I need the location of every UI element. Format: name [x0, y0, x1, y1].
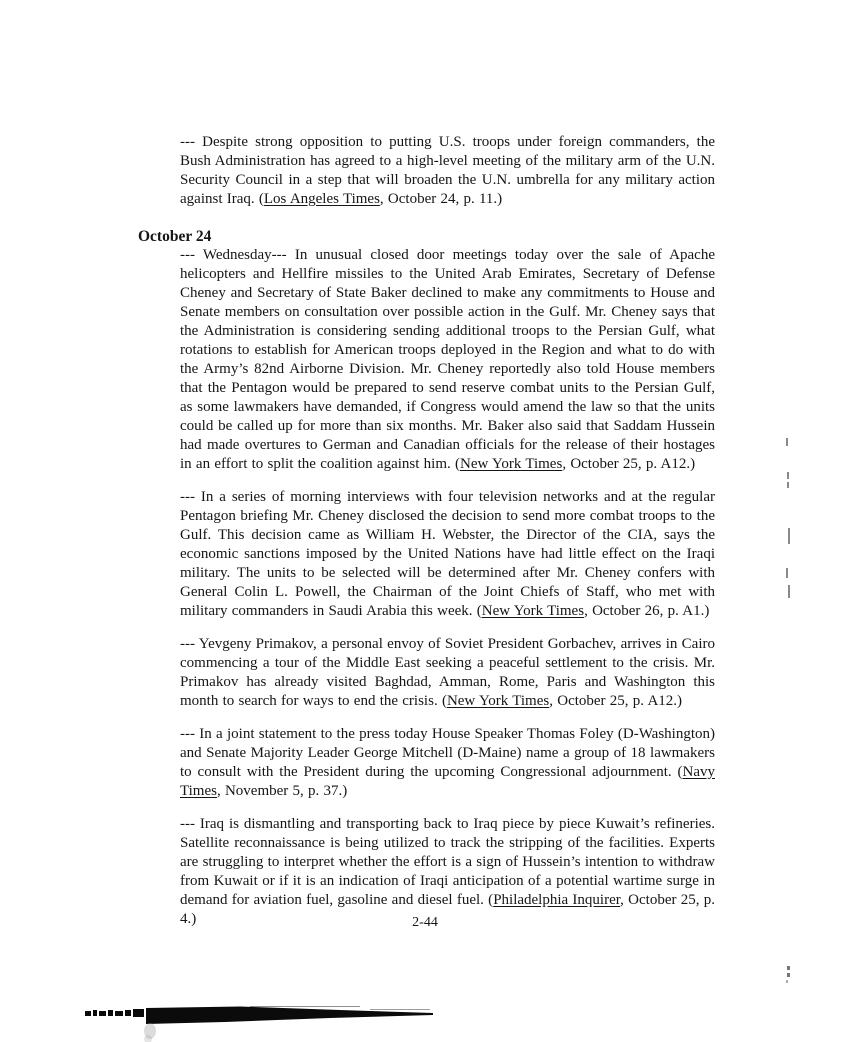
citation-tail: , October 25, p. A12.): [562, 456, 696, 472]
paragraph: [180, 246, 715, 474]
paragraph-text: --- Despite strong opposition to putting U.S. troops under foreign commanders, the Bush Administration has agreed to a high-level meeting of the military arm of the U.N. Security Council in a step that will broaden the U.N. umbrella for any military action against Iraq. (: [180, 134, 715, 207]
page-number: 2-44: [412, 915, 438, 930]
paragraph: [180, 488, 715, 621]
citation-tail: , October 25, p. A12.): [549, 693, 683, 709]
scan-artifact-mark: [788, 585, 790, 598]
scan-artifact-mark: [786, 568, 788, 578]
scan-artifact-mark: [787, 482, 789, 488]
section-heading: October 24: [138, 228, 212, 245]
scan-artifact-mark: [787, 973, 790, 977]
paragraph-text: --- In a series of morning interviews with four television networks and at the regular Pentagon briefing Mr. Cheney disclosed the decision to send more combat troops to the Gulf. This decision came as William H. Webster, the Director of the CIA, says the economic sanctions imposed by the United Nations have had little effect on the Iraqi military. The units to be selected will be determined after Mr. Cheney confers with General Colin L. Powell, the Chairman of the Joint Chiefs of Staff, who met with military commanders in Saudi Arabia this week. (: [180, 489, 715, 619]
scan-artifact-smudge: [144, 1035, 152, 1042]
paragraph: [180, 635, 715, 711]
citation-source: New York Times: [460, 456, 563, 472]
scan-artifact-bar: [85, 1006, 433, 1042]
scan-artifact-mark: [787, 472, 789, 479]
citation-tail: , October 26, p. A1.): [584, 603, 710, 619]
scan-artifact-mark: [786, 438, 788, 446]
document-body: [138, 133, 715, 943]
citation-source: Los Angeles Times: [263, 191, 380, 207]
scan-artifact-mark: [786, 980, 788, 983]
citation-source: New York Times: [481, 603, 585, 619]
citation-tail: , October 25, p. 4.): [180, 892, 716, 927]
citation-source: Navy Times: [180, 764, 715, 799]
scan-artifact-mark: [788, 528, 790, 544]
scan-artifact-mark: [787, 966, 790, 970]
paragraph: [180, 815, 715, 929]
paragraph: [180, 133, 715, 209]
paragraph-text: --- In a joint statement to the press today House Speaker Thomas Foley (D-Washington) and Senate Majority Leader George Mitchell (D-Maine) name a group of 18 lawmakers to consult with the President during the upcoming Congressional adjournment. (: [180, 726, 715, 780]
paragraph-text: --- Iraq is dismantling and transporting back to Iraq piece by piece Kuwait’s refineries. Satellite reconnaissance is being utilized to track the stripping of the facilities. Experts are struggling to interpret whether the effort is a sign of Hussein’s intention to withdraw from Kuwait or if it is an indication of Iraqi anticipation of a potential wartime surge in demand for aviation fuel, gasoline and diesel fuel. (: [180, 816, 715, 908]
citation-source: Philadelphia Inquirer: [493, 892, 621, 908]
paragraph-text: --- Yevgeny Primakov, a personal envoy of Soviet President Gorbachev, arrives in Cairo commencing a tour of the Middle East seeking a peaceful settlement to the crisis. Mr. Primakov has already visited Baghdad, Amman, Rome, Paris and Washington this month to search for ways to end the crisis. (: [180, 636, 715, 709]
paragraph: [180, 725, 715, 801]
citation-tail: , November 5, p. 37.): [216, 783, 348, 799]
paragraph-text: --- Wednesday--- In unusual closed door meetings today over the sale of Apache helicopters and Hellfire missiles to the United Arab Emirates, Secretary of Defense Cheney and Secretary of State Baker declined to make any commitments to House and Senate members on consultation over possible action in the Gulf. Mr. Cheney says that the Administration is considering sending additional troops to the Persian Gulf, what rotations to establish for American troops deployed in the Region and what to do with the Army’s 82nd Airborne Division. Mr. Cheney reportedly also told House members that the Pentagon would be prepared to send reserve combat units to the Persian Gulf, as some lawmakers have demanded, if Congress would amend the law so that the units could be called up for more than six months. Mr. Baker also said that Saddam Hussein had made overtures to German and Canadian officials for the release of their hostages in an effort to split the coalition against him. (: [180, 247, 715, 472]
citation-tail: , October 24, p. 11.): [379, 191, 503, 207]
citation-source: New York Times: [446, 693, 550, 709]
scan-artifact-smudge: [144, 1023, 156, 1039]
